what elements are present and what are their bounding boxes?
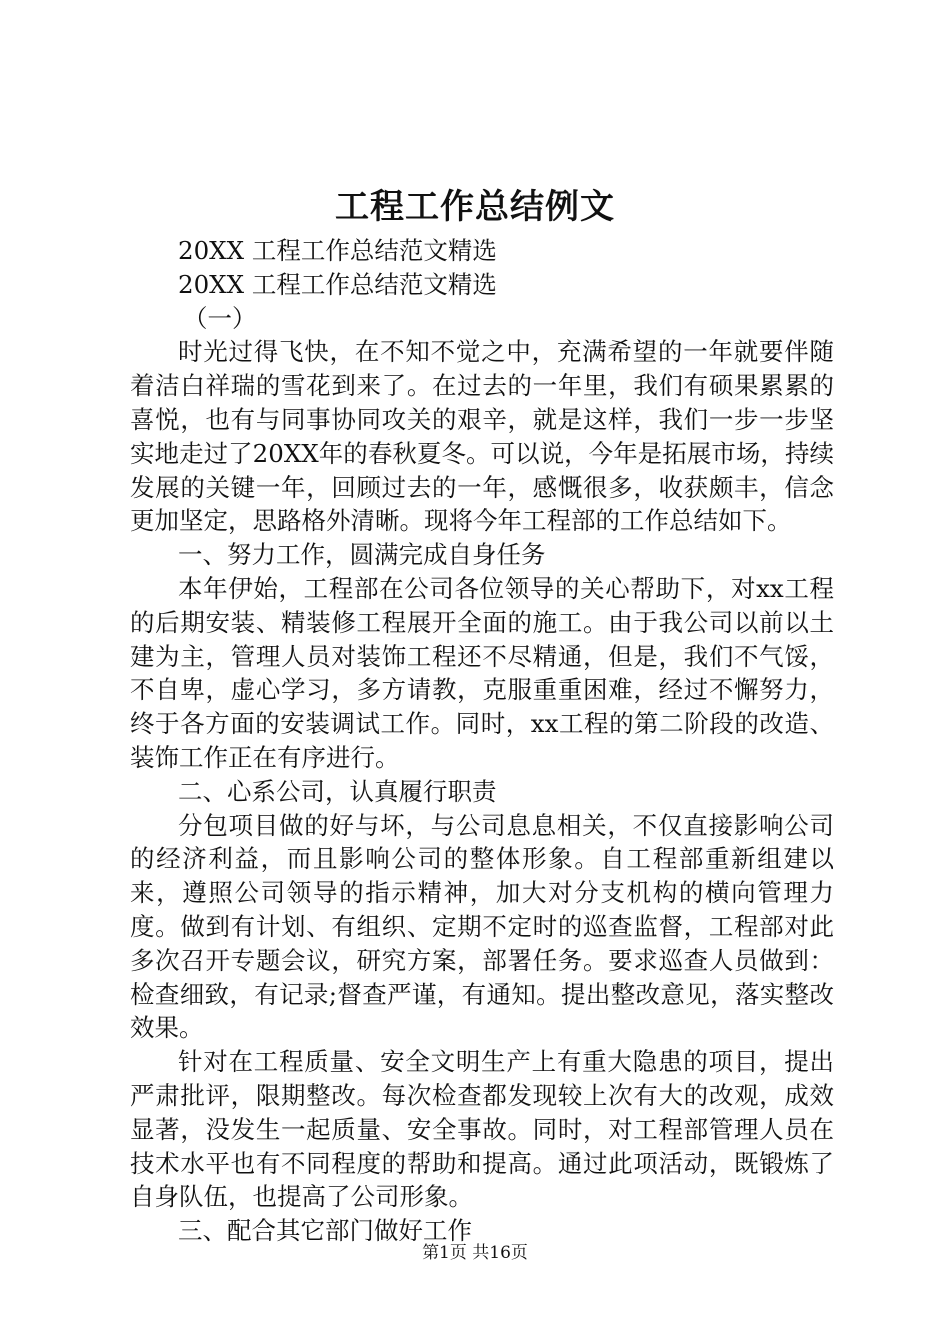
paragraph: 本年伊始，工程部在公司各位领导的关心帮助下，对xx工程的后期安装、精装修工程展开全面的施工。由于我公司以前以土建为主，管理人员对装饰工程还不尽精通，但是，我们不气馁，不自卑，虚心学习，多方请教，克服重重困难，经过不懈努力，终于各方面的安装调试工作。同时，xx工程的第二阶段的改造、装饰工作正在有序进行。 xyxy=(130,573,834,772)
section-heading: 二、心系公司，认真履行职责 xyxy=(178,776,497,806)
section-marker: （一） xyxy=(183,303,257,333)
page-footer: 第1页 共16页 xyxy=(422,1243,528,1263)
section-heading: 三、配合其它部门做好工作 xyxy=(178,1216,472,1246)
paragraph: 时光过得飞快，在不知不觉之中，充满希望的一年就要伴随着洁白祥瑞的雪花到来了。在过去的一年里，我们有硕果累累的喜悦，也有与同事协同攻关的艰辛，就是这样，我们一步一步坚实地走过了20XX年的春秋夏冬。可以说，今年是拓展市场，持续发展的关键一年，回顾过去的一年，感慨很多，收获颇丰，信念更加坚定，思路格外清晰。现将今年工程部的工作总结如下。 xyxy=(130,337,834,536)
document-body xyxy=(130,234,834,1248)
section-heading: 一、努力工作，圆满完成自身任务 xyxy=(178,540,546,570)
paragraph: 针对在工程质量、安全文明生产上有重大隐患的项目，提出严肃批评，限期整改。每次检查都发现较上次有大的改观，成效显著，没发生一起质量、安全事故。同时，对工程部管理人员在技术水平也有不同程度的帮助和提高。通过此项活动，既锻炼了自身队伍，也提高了公司形象。 xyxy=(130,1047,834,1212)
subtitle-line: 20XX 工程工作总结范文精选 xyxy=(178,269,497,299)
paragraph: 分包项目做的好与坏，与公司息息相关，不仅直接影响公司的经济利益，而且影响公司的整体形象。自工程部重新组建以来，遵照公司领导的指示精神，加大对分支机构的横向管理力度。做到有计划、有组织、定期不定时的巡查监督，工程部对此多次召开专题会议，研究方案，部署任务。要求巡查人员做到：检查细致，有记录;督查严谨，有通知。提出整改意见，落实整改效果。 xyxy=(130,810,834,1043)
document-title: 工程工作总结例文 xyxy=(335,187,615,227)
subtitle-line: 20XX 工程工作总结范文精选 xyxy=(178,236,497,265)
